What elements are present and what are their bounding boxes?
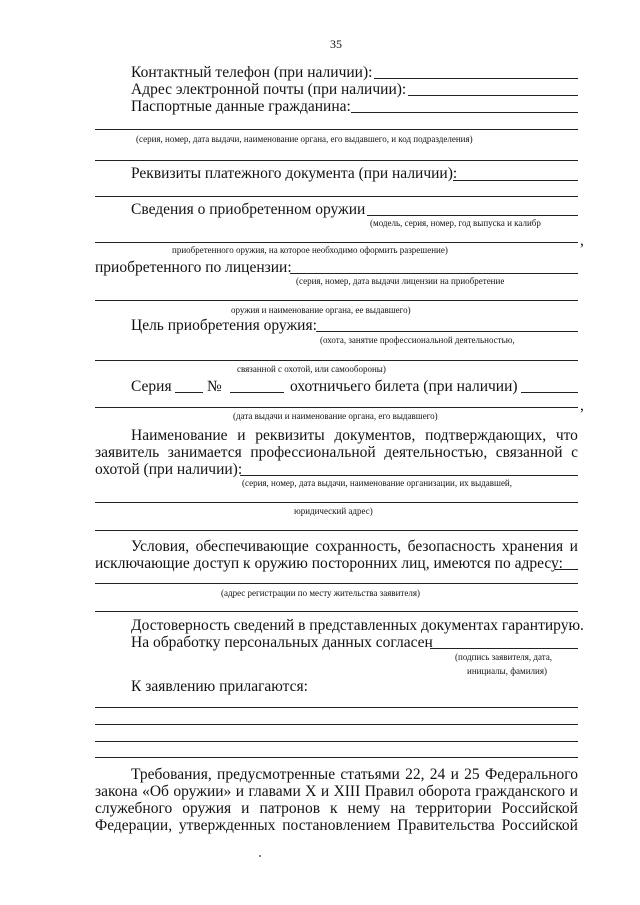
storage-line-1: Условия, обеспечивающие сохранность, безопасность хранения и	[131, 538, 578, 555]
signature-hint-1: (подпись заявителя, дата,	[455, 652, 553, 662]
attachments-field-line-2[interactable]	[95, 724, 578, 725]
weapon-hint-2: приобретенного оружия, на которое необходимо оформить разрешение)	[172, 245, 448, 255]
requirements-line-4: Федерации, утвержденных постановлением Правительства Российской	[95, 817, 578, 834]
license-hint-1: (серия, номер, дата выдачи лицензии на приобретение	[296, 276, 505, 286]
attachments-field-line-1[interactable]	[95, 707, 578, 708]
requirements-line-3: служебного оружия и патронов к нему на территории Российской	[95, 800, 578, 817]
passport-field-line[interactable]	[351, 112, 578, 113]
storage-hint: (адрес регистрации по месту жительства заявителя)	[221, 588, 420, 598]
documents-field-line-3[interactable]	[95, 530, 578, 531]
purpose-label: Цель приобретения оружия:	[131, 317, 317, 334]
ticket-field-line[interactable]	[521, 392, 578, 393]
license-field-line-2[interactable]	[95, 300, 578, 301]
storage-line-2: исключающие доступ к оружию посторонних лиц, имеются по адресу:	[95, 555, 563, 572]
attachments-field-line-3[interactable]	[95, 741, 578, 742]
purpose-field-line[interactable]	[316, 331, 578, 332]
series-field-line[interactable]	[175, 392, 203, 393]
payment-field-line-2[interactable]	[95, 196, 578, 197]
passport-field-line-3[interactable]	[95, 160, 578, 161]
payment-label: Реквизиты платежного документа (при наличии):	[131, 165, 458, 182]
storage-field-line[interactable]	[555, 569, 578, 570]
documents-line-3: охотой (при наличии):	[95, 461, 243, 478]
consent-line-1: Достоверность сведений в представленных документах гарантирую.	[131, 617, 584, 634]
documents-field-line-2[interactable]	[95, 502, 578, 503]
passport-hint: (серия, номер, дата выдачи, наименование органа, его выдавшего, и код подразделения)	[136, 134, 473, 144]
passport-field-line-2[interactable]	[95, 129, 578, 130]
weapon-comma: ,	[580, 232, 584, 249]
series-label: Серия	[131, 378, 172, 395]
purpose-hint-1: (охота, занятие профессиональной деятельностью,	[320, 335, 515, 345]
weapon-field-line[interactable]	[367, 215, 578, 216]
email-field-line[interactable]	[408, 95, 578, 96]
weapon-label: Сведения о приобретенном оружии	[131, 201, 366, 218]
license-field-line[interactable]	[290, 273, 578, 274]
phone-label: Контактный телефон (при наличии):	[131, 64, 373, 81]
documents-hint-2: юридический адрес)	[294, 506, 373, 516]
signature-field-line[interactable]	[430, 648, 578, 649]
documents-hint-1: (серия, номер, дата выдачи, наименование организации, их выдавшей,	[242, 478, 512, 488]
ticket-hint: (дата выдачи и наименование органа, его выдавшего)	[233, 411, 438, 421]
page-number: 35	[330, 37, 342, 51]
consent-line-2: На обработку персональных данных согласен	[131, 634, 433, 651]
purpose-field-line-2[interactable]	[95, 360, 578, 361]
email-label: Адрес электронной почты (при наличии):	[131, 81, 407, 98]
ticket-comma: ,	[580, 397, 584, 414]
documents-line-1: Наименование и реквизиты документов, подтверждающих, что	[131, 427, 578, 444]
attachments-label: К заявлению прилагаются:	[131, 678, 308, 695]
number-field-line[interactable]	[230, 392, 284, 393]
ticket-field-line-2[interactable]	[95, 407, 578, 408]
weapon-hint-1: (модель, серия, номер, год выпуска и калибр	[370, 218, 541, 228]
documents-line-2: заявитель занимается профессиональной деятельностью, связанной с	[95, 444, 578, 461]
purpose-hint-2: связанной с охотой, или самообороны)	[237, 364, 386, 374]
weapon-field-line-2[interactable]	[95, 242, 578, 243]
payment-field-line[interactable]	[453, 180, 578, 181]
documents-field-line[interactable]	[240, 475, 578, 476]
scan-speck	[259, 855, 261, 857]
passport-label: Паспортные данные гражданина:	[131, 98, 351, 115]
signature-hint-2: инициалы, фамилия)	[467, 666, 547, 676]
storage-field-line-2[interactable]	[95, 583, 578, 584]
attachments-field-line-4[interactable]	[95, 757, 578, 758]
requirements-line-1: Требования, предусмотренные статьями 22, 24 и 25 Федерального	[131, 766, 578, 783]
license-label: приобретенного по лицензии:	[95, 259, 292, 276]
phone-field-line[interactable]	[374, 78, 578, 79]
storage-field-line-3[interactable]	[95, 611, 578, 612]
ticket-label: охотничьего билета (при наличии)	[290, 378, 518, 395]
number-label: №	[207, 378, 222, 395]
requirements-line-2: закона «Об оружии» и главами X и XIII Правил оборота гражданского и	[95, 783, 578, 800]
license-hint-2: оружия и наименование органа, ее выдавшего)	[231, 305, 411, 315]
